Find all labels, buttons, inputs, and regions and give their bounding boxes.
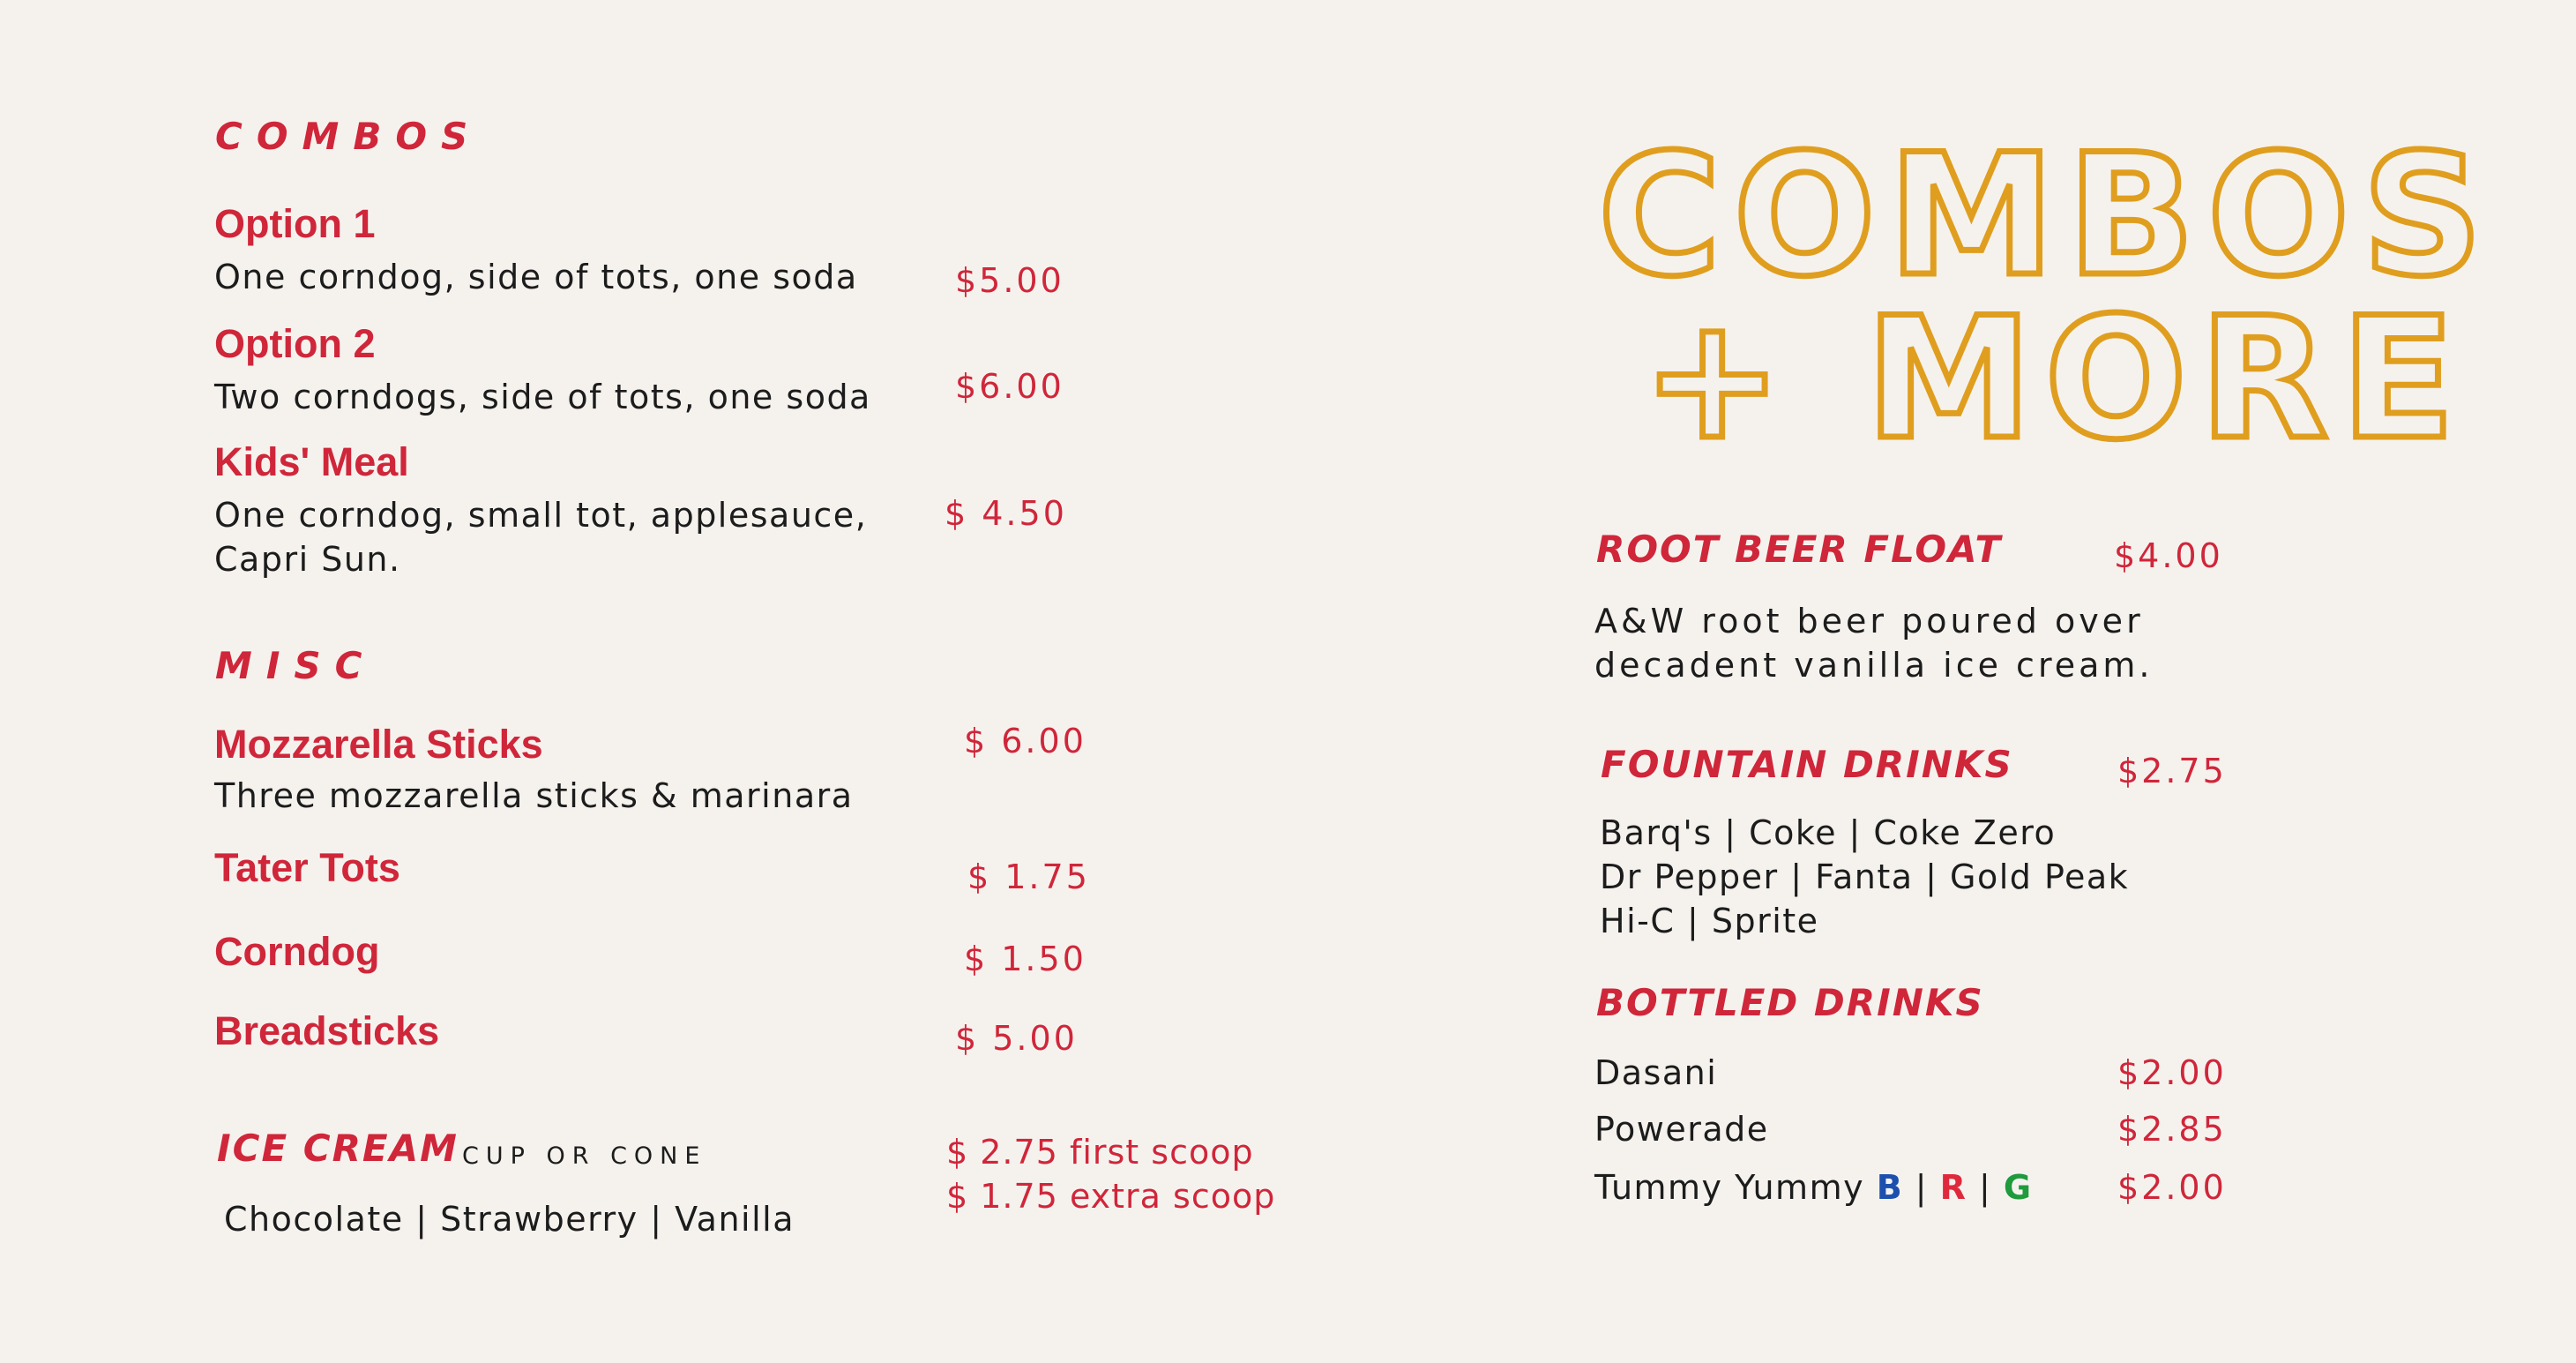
combo-kids-meal-desc-line1: One corndog, small tot, applesauce, xyxy=(214,496,868,535)
fountain-drinks-line1: Barq's | Coke | Coke Zero xyxy=(1600,813,2057,852)
title-line-2: + MORE xyxy=(1642,281,2468,476)
misc-mozzarella-price: $ 6.00 xyxy=(964,722,1086,760)
root-beer-float-price: $4.00 xyxy=(2114,536,2223,575)
root-beer-float-desc-line1: A&W root beer poured over xyxy=(1594,602,2144,640)
misc-corndog-price: $ 1.50 xyxy=(964,940,1086,978)
bottled-dasani-name: Dasani xyxy=(1594,1053,1718,1092)
combo-option-1-name: Option 1 xyxy=(214,201,376,246)
ice-cream-subheading: CUP OR CONE xyxy=(462,1142,707,1170)
flavor-red-letter: R xyxy=(1939,1168,1967,1207)
combo-option-1-price: $5.00 xyxy=(955,261,1064,300)
flavor-separator-2: | xyxy=(1979,1168,1992,1207)
combo-option-1-desc: One corndog, side of tots, one soda xyxy=(214,258,858,296)
misc-corndog-name: Corndog xyxy=(214,929,380,974)
title-line-1: COMBOS xyxy=(1598,118,2496,313)
fountain-drinks-line3: Hi-C | Sprite xyxy=(1600,902,1819,940)
combo-kids-meal-price: $ 4.50 xyxy=(945,494,1067,533)
bottled-tummy-yummy-name: Tummy Yummy xyxy=(1594,1168,1865,1207)
bottled-tummy-yummy-price: $2.00 xyxy=(2117,1168,2227,1207)
misc-mozzarella-name: Mozzarella Sticks xyxy=(214,722,543,767)
flavor-green-letter: G xyxy=(2003,1168,2033,1207)
fountain-drinks-price: $2.75 xyxy=(2117,752,2227,790)
ice-cream-price-extra: $ 1.75 extra scoop xyxy=(946,1177,1276,1216)
bottled-powerade-price: $2.85 xyxy=(2117,1110,2227,1149)
misc-breadsticks-name: Breadsticks xyxy=(214,1008,440,1053)
bottled-tummy-yummy xyxy=(1594,1165,2033,1210)
misc-tater-tots-price: $ 1.75 xyxy=(967,857,1090,896)
flavor-separator-1: | xyxy=(1915,1168,1929,1207)
combo-option-2-price: $6.00 xyxy=(955,367,1064,406)
ice-cream-flavors: Chocolate | Strawberry | Vanilla xyxy=(224,1200,795,1239)
fountain-drinks-heading: FOUNTAIN DRINKS xyxy=(1601,743,2013,786)
bottled-powerade-name: Powerade xyxy=(1594,1110,1769,1149)
ice-cream-heading: ICE CREAM xyxy=(217,1127,459,1170)
misc-mozzarella-desc: Three mozzarella sticks & marinara xyxy=(214,776,854,815)
fountain-drinks-line2: Dr Pepper | Fanta | Gold Peak xyxy=(1600,857,2130,896)
bottled-drinks-heading: BOTTLED DRINKS xyxy=(1596,981,1984,1024)
combos-heading: COMBOS xyxy=(215,115,482,158)
root-beer-float-desc-line2: decadent vanilla ice cream. xyxy=(1594,646,2154,685)
misc-heading: MISC xyxy=(215,644,377,687)
combo-kids-meal-name: Kids' Meal xyxy=(214,439,409,484)
combo-option-2-name: Option 2 xyxy=(214,321,376,366)
misc-breadsticks-price: $ 5.00 xyxy=(955,1019,1078,1058)
root-beer-float-heading: ROOT BEER FLOAT xyxy=(1596,528,2003,571)
combo-kids-meal-desc-line2: Capri Sun. xyxy=(214,540,401,579)
ice-cream-price-first: $ 2.75 first scoop xyxy=(946,1133,1254,1172)
combo-option-2-desc: Two corndogs, side of tots, one soda xyxy=(214,378,871,416)
bottled-dasani-price: $2.00 xyxy=(2117,1053,2227,1092)
flavor-blue-letter: B xyxy=(1876,1168,1904,1207)
misc-tater-tots-name: Tater Tots xyxy=(214,845,400,890)
